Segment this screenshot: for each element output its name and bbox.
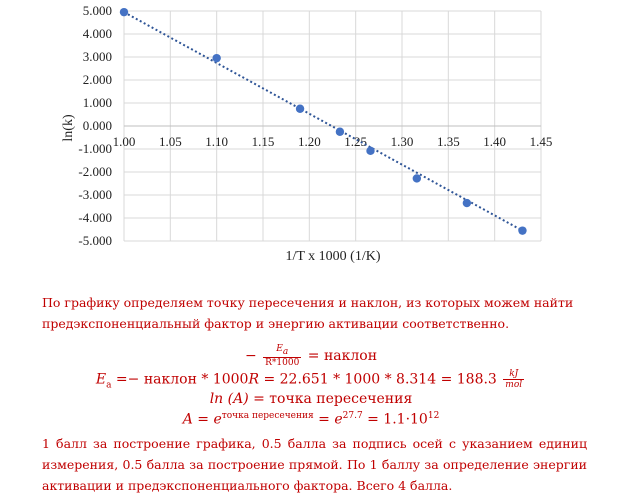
y-tick-label: -5.000 [78, 233, 112, 248]
eq4-sup3: 12 [427, 411, 440, 421]
x-tick-label: 1.30 [390, 134, 414, 149]
data-point [463, 199, 471, 207]
x-tick-label: 1.35 [436, 134, 460, 149]
eq1-num-sub: a [282, 346, 289, 357]
intro-paragraph: По графику определяем точку пересечения и наклон, из которых можем найти предэкспоненциальный фактор и энергию активации соответственно. [42, 295, 574, 331]
eq4-eq: = [192, 411, 214, 428]
y-tick-label: -4.000 [78, 210, 112, 225]
x-tick-label: 1.15 [251, 134, 275, 149]
y-tick-label: -2.000 [78, 164, 112, 179]
eq4-tail: = 1.1·10 [362, 411, 428, 428]
x-tick-label: 1.00 [112, 134, 136, 149]
x-tick-label: 1.20 [297, 134, 321, 149]
equation-ea [0, 369, 622, 390]
eq1-rhs: = наклон [307, 347, 378, 364]
y-tick-label: 5.000 [82, 3, 112, 18]
eq3-lhs: ln (A) [209, 391, 249, 407]
data-point [336, 128, 344, 136]
eq4-e1: e [213, 411, 222, 428]
equation-A [0, 411, 622, 428]
data-point [120, 8, 128, 16]
x-tick-label: 1.40 [483, 134, 507, 149]
eq2-lhs: E [95, 371, 107, 388]
eq2-unit-num: kJ [503, 369, 524, 380]
x-tick-label: 1.10 [205, 134, 229, 149]
x-tick-labels [113, 134, 553, 149]
eq4-A: A [182, 411, 193, 428]
eq2-R: R [248, 371, 259, 388]
eq2-calc: = 22.651 * 1000 * 8.314 = 188.3 [259, 371, 497, 388]
y-tick-label: -1.000 [78, 141, 112, 156]
eq2-lhs-sub: a [106, 380, 112, 391]
y-tick-label: 4.000 [82, 26, 112, 41]
y-tick-labels [78, 3, 112, 248]
x-tick-label: 1.45 [529, 134, 553, 149]
grading-paragraph: 1 балл за построение графика, 0.5 балла за подпись осей с указанием единиц измерения, 0.5 балла за построение прямой. По 1 баллу за определение энергии активации и предэкспоненциального фактора. Всего 4 балла. [42, 436, 587, 493]
eq1-minus: − [244, 347, 257, 364]
data-point [212, 54, 220, 62]
y-tick-label: 1.000 [82, 95, 112, 110]
y-tick-label: -3.000 [78, 187, 112, 202]
eq4-sup2: 27.7 [342, 411, 363, 421]
eq3-rhs: = точка пересечения [248, 391, 413, 407]
data-point [296, 105, 304, 113]
equation-lnA [0, 391, 622, 407]
data-point [366, 147, 374, 155]
eq1-num: E [276, 344, 283, 354]
eq1-fraction [263, 344, 301, 368]
eq4-e2: e [334, 411, 343, 428]
eq2-rhs: =− наклон * 1000 [111, 371, 249, 388]
y-tick-label: 2.000 [82, 72, 112, 87]
y-tick-label: 3.000 [82, 49, 112, 64]
y-tick-label: 0.000 [82, 118, 112, 133]
y-axis-label: ln(k) [61, 114, 76, 142]
x-tick-label: 1.05 [158, 134, 182, 149]
eq4-sup1: точка пересечения [221, 411, 314, 421]
x-axis-label: 1/T x 1000 (1/K) [285, 249, 381, 264]
trendline [124, 12, 522, 231]
x-tick-label: 1.25 [344, 134, 368, 149]
eq4-mid: = [313, 411, 335, 428]
data-point [413, 174, 421, 182]
data-point [518, 226, 526, 234]
eq2-unit [503, 369, 524, 390]
equation-slope [0, 344, 622, 368]
eq2-unit-den: mol [505, 380, 523, 390]
eq1-den: R*1000 [265, 357, 300, 368]
